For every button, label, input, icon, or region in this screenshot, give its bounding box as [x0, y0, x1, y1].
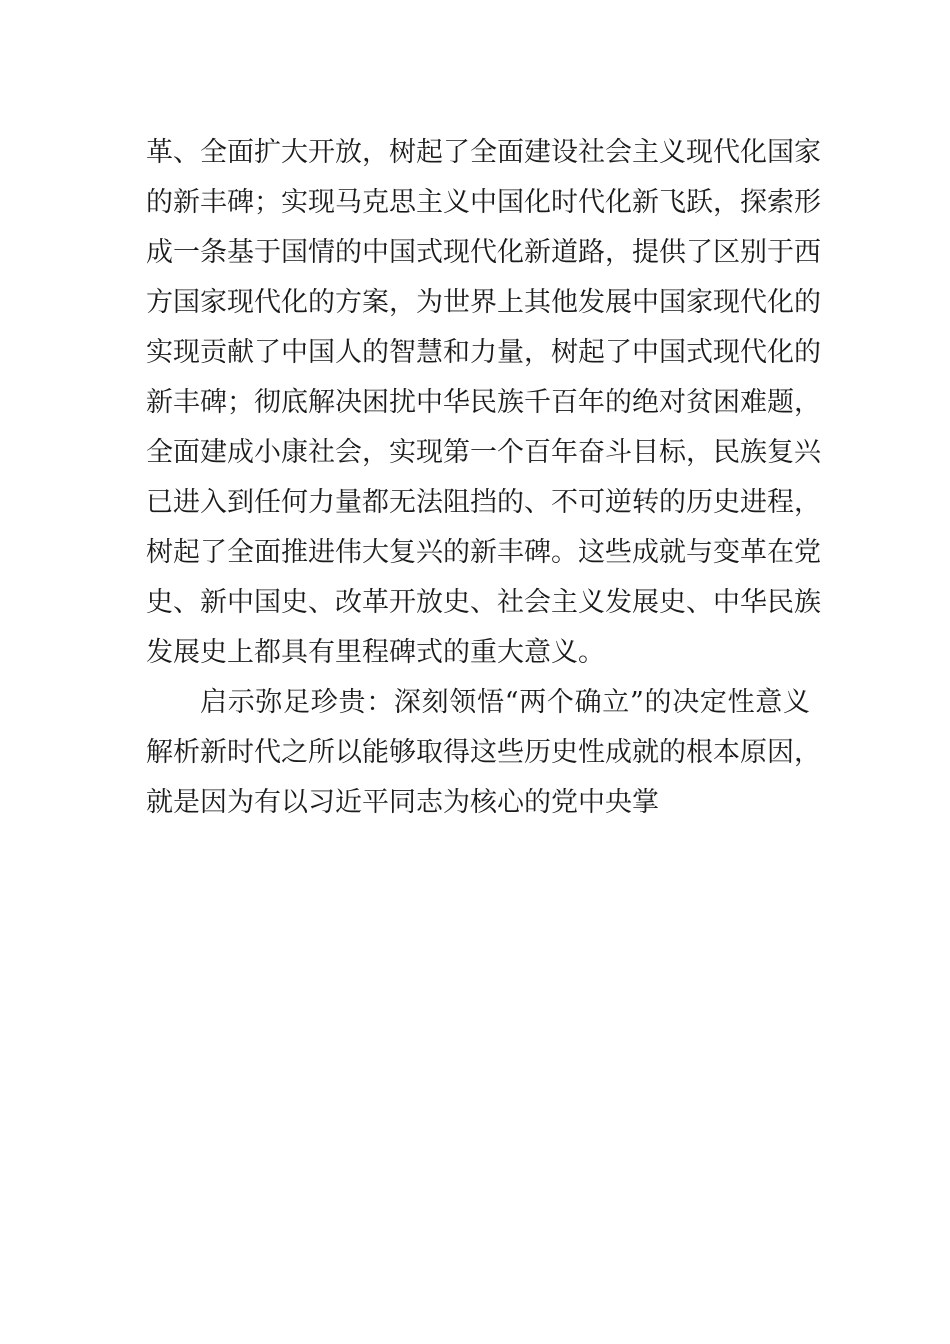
text-line: 史、新中国史、改革开放史、社会主义发展史、中华民族	[146, 587, 821, 618]
text-line: 新丰碑；彻底解决困扰中华民族千百年的绝对贫困难题，	[146, 387, 821, 418]
text-line: 的新丰碑；实现马克思主义中国化时代化新飞跃，探索形	[146, 187, 821, 218]
text-line: 方国家现代化的方案，为世界上其他发展中国家现代化的	[146, 287, 821, 318]
text-line: 实现贡献了中国人的智慧和力量，树起了中国式现代化的	[146, 337, 821, 368]
text-line: 全面建成小康社会，实现第一个百年奋斗目标，民族复兴	[146, 437, 821, 468]
text-line: 革、全面扩大开放，树起了全面建设社会主义现代化国家	[146, 137, 821, 168]
text-line: 已进入到任何力量都无法阻挡的、不可逆转的历史进程，	[146, 487, 821, 518]
section-heading-line: 启示弥足珍贵：深刻领悟“两个确立”的决定性意义	[200, 687, 810, 718]
text-line: 树起了全面推进伟大复兴的新丰碑。这些成就与变革在党	[146, 537, 821, 568]
text-line: 解析新时代之所以能够取得这些历史性成就的根本原因，	[146, 737, 821, 768]
paragraph-end-line: 发展史上都具有里程碑式的重大意义。	[146, 637, 605, 668]
text-line: 就是因为有以习近平同志为核心的党中央掌	[146, 787, 659, 818]
text-line: 成一条基于国情的中国式现代化新道路，提供了区别于西	[146, 237, 821, 268]
body-text	[146, 128, 821, 828]
